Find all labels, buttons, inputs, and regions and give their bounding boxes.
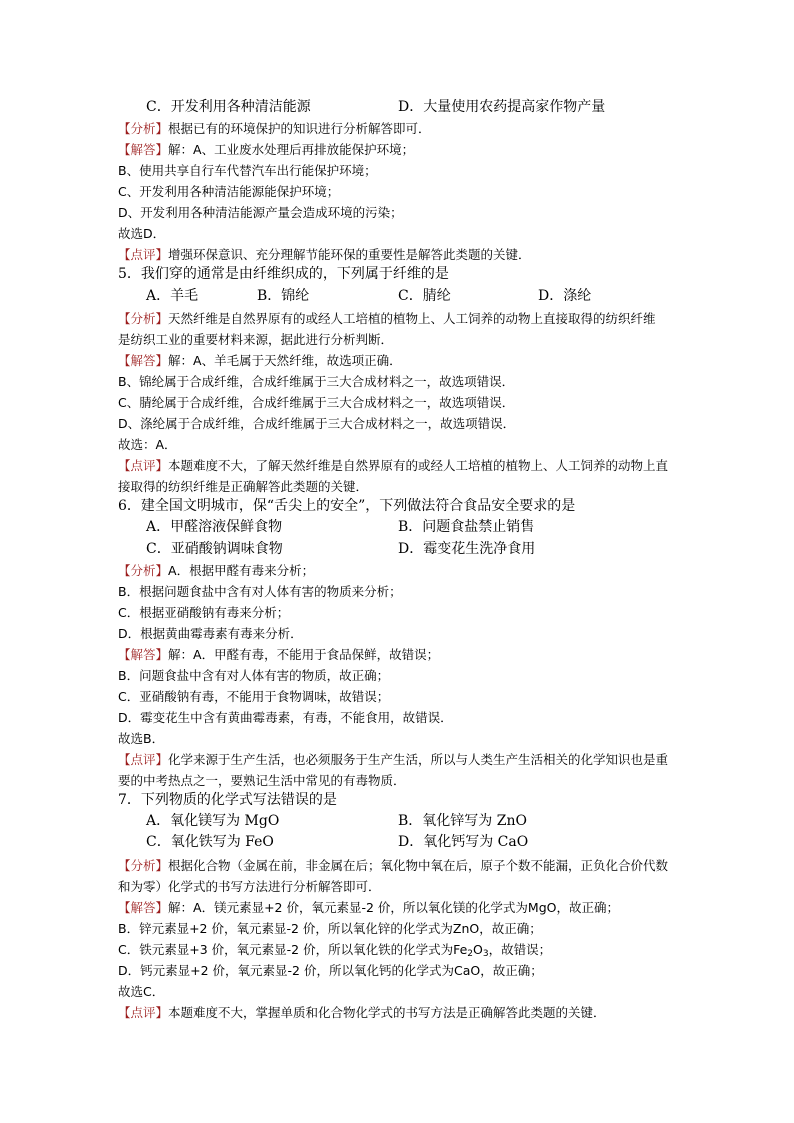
q4-answer-c: C、开发利用各种清洁能源能保护环境； xyxy=(118,184,340,199)
q5-answer-b: B、锦纶属于合成纤维，合成纤维属于三大合成材料之一，故选项错误． xyxy=(118,374,515,389)
analysis-tag: 【分析】 xyxy=(118,563,169,578)
comment-tag: 【点评】 xyxy=(118,247,169,262)
q5-answer-c: C、腈纶属于合成纤维，合成纤维属于三大合成材料之一，故选项错误． xyxy=(118,395,515,410)
q7-analysis-2: 和为零）化学式的书写方法进行分析解答即可． xyxy=(118,879,381,894)
answer-tag: 【解答】 xyxy=(118,142,169,157)
q5-analysis-2: 是纺织工业的重要材料来源，据此进行分析判断． xyxy=(118,332,394,347)
q5-option-d: D．涤纶 xyxy=(538,288,592,304)
q6-comment: 【点评】化学来源于生产生活，也必须服务于生产生活，所以与人类生产生活相关的化学知识也是重 xyxy=(118,752,669,767)
q5-choice: 故选：A． xyxy=(118,437,177,452)
q5-analysis: 【分析】天然纤维是自然界原有的或经人工培植的植物上、人工饲养的动物上直接取得的纺织纤维 xyxy=(118,311,656,326)
q4-answer-d: D、开发利用各种清洁能源产量会造成环境的污染； xyxy=(118,205,403,220)
q7-stem: 7．下列物质的化学式写法错误的是 xyxy=(118,792,337,808)
q6-comment-2: 要的中考热点之一，要熟记生活中常见的有毒物质． xyxy=(118,773,406,788)
q5-answer: 【解答】解：A、羊毛属于天然纤维，故选项正确． xyxy=(118,353,402,368)
q5-option-a: A．羊毛 xyxy=(146,288,199,304)
analysis-tag: 【分析】 xyxy=(118,858,169,873)
q6-analysis-c: C．根据亚硝酸钠有毒来分析； xyxy=(118,605,290,620)
q6-answer-b: B．问题食盐中含有对人体有害的物质，故正确； xyxy=(118,668,390,683)
answer-tag: 【解答】 xyxy=(118,353,169,368)
q7-option-a: A．氧化镁写为 MgO xyxy=(146,813,280,829)
q5-option-c: C．腈纶 xyxy=(398,288,451,304)
q4-answer: 【解答】解：A、工业废水处理后再排放能保护环境； xyxy=(118,142,415,157)
q6-choice: 故选B． xyxy=(118,731,165,746)
q5-comment: 【点评】本题难度不大，了解天然纤维是自然界原有的或经人工培植的植物上、人工饲养的动物上直 xyxy=(118,458,669,473)
answer-tag: 【解答】 xyxy=(118,647,169,662)
q6-analysis: 【分析】A．根据甲醛有毒来分析； xyxy=(118,563,315,578)
comment-tag: 【点评】 xyxy=(118,752,169,767)
q7-answer-c: C．铁元素显+3 价，氧元素显-2 价，所以氧化铁的化学式为$Fe_2O_3$，故错误； xyxy=(118,942,552,959)
q7-analysis: 【分析】根据化合物（金属在前，非金属在后；氧化物中氧在后，原子个数不能漏，正负化合价代数 xyxy=(118,858,669,873)
q6-stem: 6．建全国文明城市，保“舌尖上的安全”，下列做法符合食品安全要求的是 xyxy=(118,498,576,514)
q4-choice: 故选D． xyxy=(118,226,166,241)
q6-option-b: B．问题食盐禁止销售 xyxy=(398,519,535,535)
comment-tag: 【点评】 xyxy=(118,1005,169,1020)
q4-option-c: C．开发利用各种清洁能源 xyxy=(146,99,311,115)
q6-analysis-d: D．根据黄曲霉毒素有毒来分析． xyxy=(118,626,303,641)
q4-answer-b: B、使用共享自行车代替汽车出行能保护环境； xyxy=(118,163,377,178)
q5-answer-d: D、涤纶属于合成纤维，合成纤维属于三大合成材料之一，故选项错误． xyxy=(118,416,516,431)
q6-analysis-b: B．根据问题食盐中含有对人体有害的物质来分析； xyxy=(118,584,402,599)
q5-stem: 5．我们穿的通常是由纤维织成的，下列属于纤维的是 xyxy=(118,266,449,282)
q6-answer-d: D．霉变花生中含有黄曲霉毒素，有毒，不能食用，故错误． xyxy=(118,710,453,725)
q5-option-b: B．锦纶 xyxy=(257,288,310,304)
q7-option-d: D．氧化钙写为 CaO xyxy=(398,834,529,850)
answer-tag: 【解答】 xyxy=(118,900,169,915)
q7-option-b: B．氧化锌写为 ZnO xyxy=(398,813,527,829)
q4-comment: 【点评】增强环保意识、充分理解节能环保的重要性是解答此类题的关键． xyxy=(118,247,531,262)
q7-choice: 故选C． xyxy=(118,984,165,999)
q5-comment-2: 接取得的纺织纤维是正确解答此类题的关键． xyxy=(118,479,369,494)
q7-answer-d: D．钙元素显+2 价，氧元素显-2 价，所以氧化钙的化学式为CaO，故正确； xyxy=(118,963,543,978)
q7-comment: 【点评】本题难度不大，掌握单质和化合物化学式的书写方法是正确解答此类题的关键． xyxy=(118,1005,606,1020)
q7-option-c: C．氧化铁写为 FeO xyxy=(146,834,274,850)
q6-option-a: A．甲醛溶液保鲜食物 xyxy=(146,519,283,535)
q4-option-d: D．大量使用农药提高家作物产量 xyxy=(398,99,606,115)
q6-answer: 【解答】解：A．甲醛有毒，不能用于食品保鲜，故错误； xyxy=(118,647,440,662)
q4-analysis: 【分析】根据已有的环境保护的知识进行分析解答即可． xyxy=(118,121,431,136)
q6-answer-c: C．亚硝酸钠有毒，不能用于食物调味，故错误； xyxy=(118,689,390,704)
analysis-tag: 【分析】 xyxy=(118,121,169,136)
q7-answer: 【解答】解：A．镁元素显+2 价，氧元素显-2 价，所以氧化镁的化学式为MgO，故正确； xyxy=(118,900,619,915)
q6-option-d: D．霉变花生洗净食用 xyxy=(398,541,536,557)
comment-tag: 【点评】 xyxy=(118,458,169,473)
q7-answer-b: B．锌元素显+2 价，氧元素显-2 价，所以氧化锌的化学式为ZnO，故正确； xyxy=(118,921,542,936)
q6-option-c: C．亚硝酸钠调味食物 xyxy=(146,541,283,557)
analysis-tag: 【分析】 xyxy=(118,311,169,326)
